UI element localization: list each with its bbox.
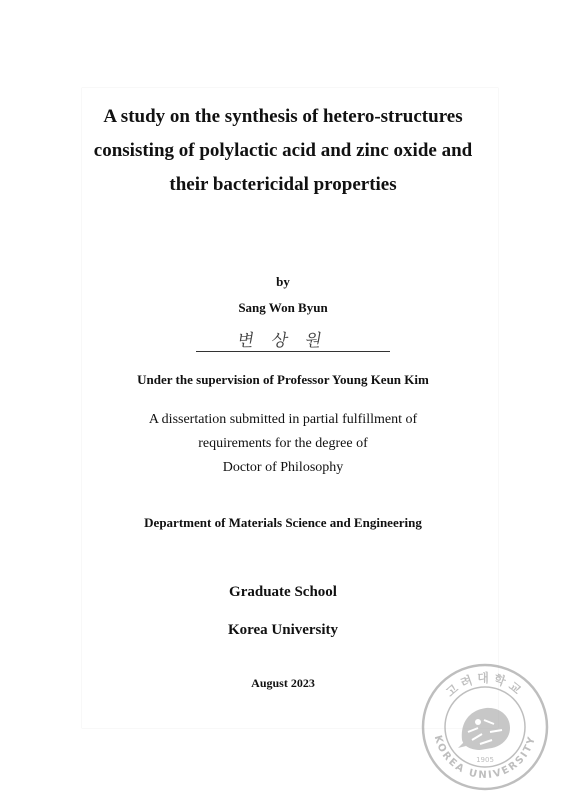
tiger-emblem-icon [458, 708, 510, 750]
degree-statement [0, 408, 566, 480]
university-name: Korea University [227, 622, 339, 638]
statement-line-2: requirements for the degree of [198, 436, 368, 451]
university-seal-icon [420, 662, 550, 792]
seal-korean-text: 고려대학교 [443, 671, 527, 700]
statement-line-1: A dissertation submitted in partial fulfillment of [148, 412, 418, 427]
author-name: Sang Won Byun [238, 300, 328, 315]
title-line-2: consisting of polylactic acid and zinc oxide and [93, 140, 473, 161]
signature-line [196, 351, 390, 352]
dissertation-title [0, 100, 566, 202]
supervision-line: Under the supervision of Professor Young Keun Kim [137, 372, 429, 387]
statement-line-3: Doctor of Philosophy [222, 460, 344, 475]
title-line-1: A study on the synthesis of hetero-structures [103, 106, 463, 127]
by-label: by [276, 274, 290, 289]
seal-year: 1905 [476, 756, 494, 764]
department-name: Department of Materials Science and Engineering [144, 515, 422, 530]
title-line-3: their bactericidal properties [169, 174, 397, 195]
submission-date: August 2023 [251, 676, 315, 690]
graduate-school: Graduate School [229, 584, 337, 600]
author-signature: 변 상 원 [235, 331, 330, 351]
svg-text:고려대학교 [443, 670, 527, 700]
seal-english-text: KOREA UNIVERSITY [431, 734, 539, 782]
